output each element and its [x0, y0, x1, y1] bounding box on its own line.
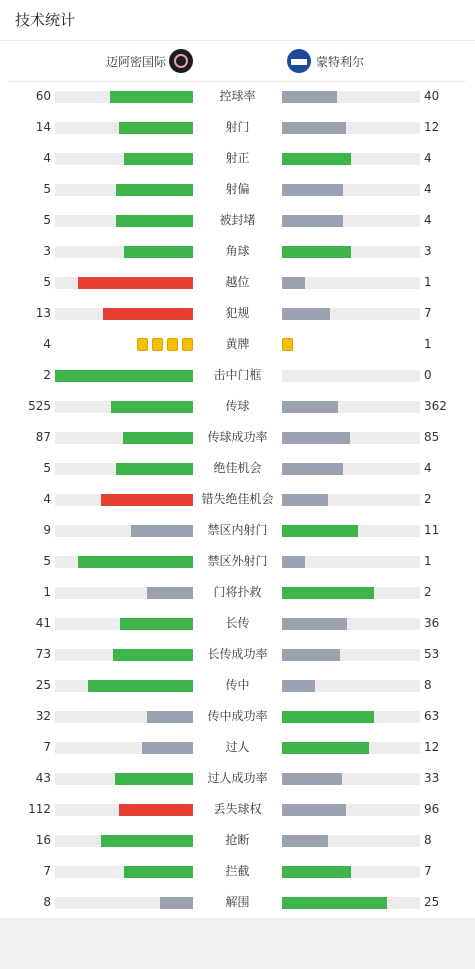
stat-row	[0, 453, 475, 484]
away-bar-fill	[282, 246, 351, 258]
away-bar-fill	[282, 649, 340, 661]
home-bar-fill	[124, 866, 193, 878]
away-bar-track	[282, 91, 420, 103]
stat-row	[0, 515, 475, 546]
away-bar-fill	[282, 153, 351, 165]
home-team-logo-icon[interactable]	[169, 49, 193, 73]
away-stat-value: 33	[424, 771, 440, 785]
stat-label: 击中门框	[213, 368, 262, 382]
away-stat-value: 96	[424, 802, 440, 816]
stat-label: 长传成功率	[207, 647, 268, 661]
home-stat-value: 43	[35, 771, 51, 785]
home-stat-value: 9	[43, 523, 51, 537]
away-bar-fill	[282, 494, 328, 506]
home-bar-track	[55, 184, 193, 196]
away-stat-value: 2	[424, 585, 432, 599]
stat-row	[0, 143, 475, 174]
stat-label: 解围	[225, 895, 250, 909]
stat-label: 越位	[225, 275, 250, 289]
stat-row	[0, 174, 475, 205]
stat-row	[0, 856, 475, 887]
home-bar-track	[55, 525, 193, 537]
home-stat-value: 7	[43, 864, 51, 878]
home-stat-value: 8	[43, 895, 51, 909]
away-stat-value: 12	[424, 120, 440, 134]
home-bar-track	[55, 618, 193, 630]
home-bar-fill	[78, 277, 193, 289]
away-bar-fill	[282, 680, 315, 692]
home-bar-track	[55, 308, 193, 320]
stat-row	[0, 298, 475, 329]
away-stat-value: 4	[424, 213, 432, 227]
home-stat-value: 5	[43, 182, 51, 196]
stat-label: 过人	[225, 740, 250, 754]
home-bar-fill	[55, 370, 193, 382]
home-stat-value: 41	[35, 616, 51, 630]
stat-label: 控球率	[219, 89, 256, 103]
away-bar-fill	[282, 401, 338, 413]
away-stat-value: 7	[424, 306, 432, 320]
stat-label: 射门	[225, 120, 250, 134]
away-bar-fill	[282, 308, 330, 320]
stat-row	[0, 732, 475, 763]
home-bar-fill	[116, 184, 193, 196]
home-stat-value: 73	[35, 647, 51, 661]
away-bar-track	[282, 494, 420, 506]
away-stat-value: 1	[424, 275, 432, 289]
home-bar-fill	[160, 897, 193, 909]
home-bar-track	[55, 897, 193, 909]
stat-row	[0, 112, 475, 143]
away-bar-fill	[282, 804, 346, 816]
stat-row	[0, 329, 475, 360]
away-bar-fill	[282, 773, 342, 785]
home-stat-value: 112	[28, 802, 51, 816]
away-stat-value: 4	[424, 182, 432, 196]
away-stat-value: 362	[424, 399, 447, 413]
away-bar-fill	[282, 897, 387, 909]
away-bar-track	[282, 618, 420, 630]
away-bar-track	[282, 122, 420, 134]
home-bar-fill	[113, 649, 193, 661]
away-bar-track	[282, 711, 420, 723]
stat-row	[0, 81, 475, 112]
home-bar-track	[55, 370, 193, 382]
home-bar-fill	[88, 680, 193, 692]
home-stat-value: 4	[43, 492, 51, 506]
away-stat-value: 8	[424, 678, 432, 692]
home-bar-fill	[119, 804, 193, 816]
away-bar-track	[282, 649, 420, 661]
yellow-card-icon	[182, 338, 193, 351]
home-bar-fill	[78, 556, 193, 568]
stat-label: 犯规	[225, 306, 250, 320]
home-bar-fill	[120, 618, 193, 630]
away-stat-value: 40	[424, 89, 440, 103]
away-bar-track	[282, 370, 420, 382]
stat-row	[0, 391, 475, 422]
away-bar-track	[282, 556, 420, 568]
home-stat-value: 3	[43, 244, 51, 258]
home-bar-fill	[131, 525, 193, 537]
stat-row	[0, 422, 475, 453]
home-bar-track	[55, 587, 193, 599]
stat-label: 拦截	[225, 864, 250, 878]
stat-label: 长传	[225, 616, 250, 630]
teams-header	[0, 48, 475, 74]
home-stat-value: 1	[43, 585, 51, 599]
home-stat-value: 5	[43, 461, 51, 475]
away-stat-value: 36	[424, 616, 440, 630]
away-team-name[interactable]: 蒙特利尔	[316, 55, 365, 69]
home-stat-value: 16	[35, 833, 51, 847]
stat-row	[0, 763, 475, 794]
away-stat-value: 25	[424, 895, 440, 909]
away-bar-fill	[282, 742, 369, 754]
away-bar-track	[282, 897, 420, 909]
stat-label: 射偏	[225, 182, 250, 196]
home-bar-fill	[103, 308, 193, 320]
home-bar-track	[55, 773, 193, 785]
yellow-card-icon	[282, 338, 293, 351]
home-bar-track	[55, 680, 193, 692]
home-bar-fill	[119, 122, 193, 134]
home-bar-track	[55, 742, 193, 754]
stat-label: 传中	[225, 678, 250, 692]
home-bar-track	[55, 649, 193, 661]
stat-row	[0, 608, 475, 639]
home-bar-fill	[147, 587, 193, 599]
stat-row	[0, 577, 475, 608]
away-bar-fill	[282, 587, 374, 599]
home-bar-fill	[124, 246, 193, 258]
away-bar-track	[282, 742, 420, 754]
home-bar-track	[55, 91, 193, 103]
away-stat-value: 1	[424, 337, 432, 351]
away-bar-track	[282, 153, 420, 165]
stat-row	[0, 701, 475, 732]
home-bar-fill	[147, 711, 193, 723]
stat-row	[0, 670, 475, 701]
away-bar-fill	[282, 91, 337, 103]
away-bar-fill	[282, 277, 305, 289]
stat-row	[0, 205, 475, 236]
stat-label: 禁区内射门	[207, 523, 268, 537]
away-stat-value: 85	[424, 430, 440, 444]
home-bar-track	[55, 835, 193, 847]
home-stat-value: 5	[43, 554, 51, 568]
away-bar-track	[282, 184, 420, 196]
home-bar-fill	[123, 432, 193, 444]
home-stat-value: 14	[35, 120, 51, 134]
stat-row	[0, 484, 475, 515]
home-team-name[interactable]: 迈阿密国际	[105, 55, 166, 69]
away-bar-track	[282, 246, 420, 258]
away-stat-value: 63	[424, 709, 440, 723]
away-bar-fill	[282, 525, 358, 537]
away-stat-value: 12	[424, 740, 440, 754]
away-bar-track	[282, 525, 420, 537]
home-bar-track	[55, 711, 193, 723]
away-bar-fill	[282, 618, 347, 630]
home-yellow-cards	[133, 338, 193, 352]
home-bar-track	[55, 122, 193, 134]
stat-label: 射正	[225, 151, 250, 165]
yellow-card-icon	[152, 338, 163, 351]
away-bar-fill	[282, 556, 305, 568]
stat-row	[0, 825, 475, 856]
away-bar-track	[282, 680, 420, 692]
away-stat-value: 53	[424, 647, 440, 661]
home-stat-value: 5	[43, 275, 51, 289]
home-bar-fill	[101, 494, 193, 506]
away-bar-track	[282, 277, 420, 289]
away-bar-fill	[282, 866, 351, 878]
home-stat-value: 525	[28, 399, 51, 413]
home-bar-fill	[101, 835, 193, 847]
home-stat-value: 13	[35, 306, 51, 320]
away-stat-value: 4	[424, 151, 432, 165]
home-bar-track	[55, 277, 193, 289]
away-bar-track	[282, 401, 420, 413]
stat-label: 角球	[225, 244, 250, 258]
away-bar-fill	[282, 184, 343, 196]
away-stat-value: 7	[424, 864, 432, 878]
away-stat-value: 2	[424, 492, 432, 506]
stat-row	[0, 639, 475, 670]
away-stat-value: 0	[424, 368, 432, 382]
stat-label: 传中成功率	[207, 709, 268, 723]
away-stat-value: 4	[424, 461, 432, 475]
stat-label: 被封堵	[219, 213, 256, 227]
stat-label: 错失绝佳机会	[201, 492, 274, 506]
home-bar-fill	[110, 91, 193, 103]
away-bar-fill	[282, 122, 346, 134]
away-bar-track	[282, 432, 420, 444]
home-bar-track	[55, 556, 193, 568]
divider	[0, 40, 475, 41]
stat-row	[0, 546, 475, 577]
home-bar-track	[55, 215, 193, 227]
stat-row	[0, 794, 475, 825]
stat-label: 绝佳机会	[213, 461, 262, 475]
stat-row	[0, 236, 475, 267]
home-bar-fill	[142, 742, 193, 754]
stat-label: 门将扑救	[213, 585, 262, 599]
home-stat-value: 32	[35, 709, 51, 723]
home-bar-fill	[115, 773, 193, 785]
home-stat-value: 2	[43, 368, 51, 382]
home-stat-value: 4	[43, 337, 51, 351]
stat-row	[0, 267, 475, 298]
away-stat-value: 3	[424, 244, 432, 258]
home-bar-track	[55, 432, 193, 444]
away-bar-track	[282, 804, 420, 816]
stat-label: 禁区外射门	[207, 554, 268, 568]
home-stat-value: 4	[43, 151, 51, 165]
away-bar-track	[282, 587, 420, 599]
away-bar-track	[282, 866, 420, 878]
away-bar-track	[282, 463, 420, 475]
away-bar-fill	[282, 835, 328, 847]
stat-label: 过人成功率	[207, 771, 268, 785]
home-bar-track	[55, 804, 193, 816]
away-stat-value: 8	[424, 833, 432, 847]
home-bar-track	[55, 463, 193, 475]
section-title: 技术统计	[15, 11, 76, 29]
stat-row	[0, 360, 475, 391]
away-bar-fill	[282, 463, 343, 475]
home-bar-track	[55, 866, 193, 878]
home-bar-track	[55, 246, 193, 258]
away-bar-track	[282, 308, 420, 320]
stat-label: 传球成功率	[207, 430, 268, 444]
away-stat-value: 11	[424, 523, 440, 537]
yellow-card-icon	[137, 338, 148, 351]
away-yellow-cards	[282, 338, 297, 352]
home-stat-value: 5	[43, 213, 51, 227]
away-bar-track	[282, 773, 420, 785]
away-team-logo-icon[interactable]	[287, 49, 311, 73]
home-bar-fill	[116, 215, 193, 227]
home-bar-track	[55, 153, 193, 165]
away-bar-fill	[282, 711, 374, 723]
away-stat-value: 1	[424, 554, 432, 568]
stat-label: 丢失球权	[213, 802, 262, 816]
home-stat-value: 87	[35, 430, 51, 444]
home-stat-value: 60	[35, 89, 51, 103]
home-bar-track	[55, 494, 193, 506]
home-bar-fill	[124, 153, 193, 165]
away-bar-fill	[282, 432, 350, 444]
stat-label: 传球	[225, 399, 250, 413]
stat-label: 黄牌	[225, 337, 250, 351]
home-stat-value: 25	[35, 678, 51, 692]
home-bar-track	[55, 401, 193, 413]
stat-label: 抢断	[225, 833, 250, 847]
yellow-card-icon	[167, 338, 178, 351]
away-bar-track	[282, 215, 420, 227]
home-stat-value: 7	[43, 740, 51, 754]
home-bar-fill	[116, 463, 193, 475]
away-bar-track	[282, 835, 420, 847]
stat-row	[0, 887, 475, 918]
away-bar-fill	[282, 215, 343, 227]
home-bar-fill	[111, 401, 193, 413]
